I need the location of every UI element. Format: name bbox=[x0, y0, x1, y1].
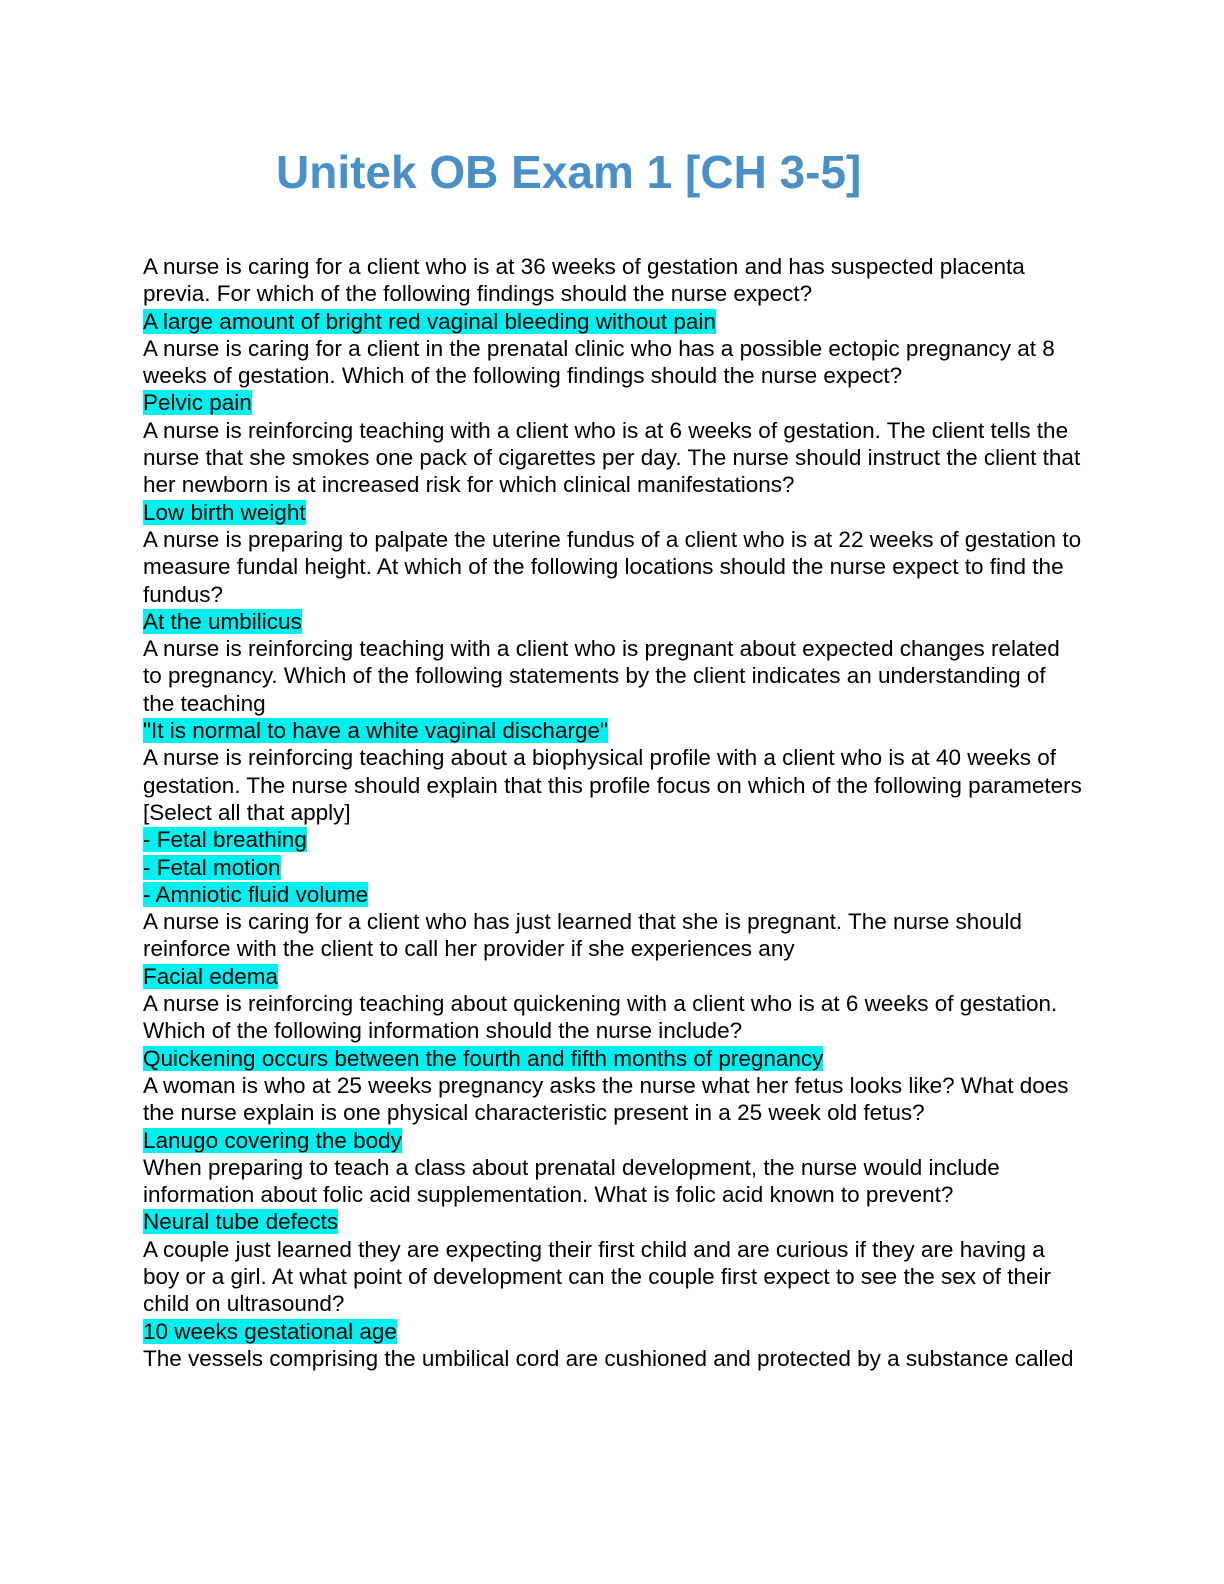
document-title: Unitek OB Exam 1 [CH 3-5] bbox=[276, 146, 862, 198]
qa-item bbox=[143, 990, 1083, 1072]
question-text: A nurse is reinforcing teaching with a client who is pregnant about expected changes related to pregnancy. Which of the following statements by the client indicates an understanding of the teaching bbox=[143, 636, 1060, 716]
answer-line bbox=[143, 389, 1083, 416]
qa-item bbox=[143, 1345, 1083, 1372]
qa-item bbox=[143, 526, 1083, 635]
highlighted-answer: At the umbilicus bbox=[143, 608, 302, 634]
question-text: A nurse is reinforcing teaching about quickening with a client who is at 6 weeks of gestation. Which of the following information should the nurse include? bbox=[143, 991, 1058, 1044]
highlighted-answer: A large amount of bright red vaginal bleeding without pain bbox=[143, 308, 716, 334]
question-list bbox=[143, 253, 1083, 1372]
question-text: A nurse is caring for a client in the prenatal clinic who has a possible ectopic pregnancy at 8 weeks of gestation. Which of the following findings should the nurse expect? bbox=[143, 335, 1055, 389]
answer-line bbox=[143, 963, 1083, 990]
answer-line bbox=[143, 308, 1083, 335]
answer-line bbox=[143, 717, 1083, 744]
highlighted-answer: 10 weeks gestational age bbox=[143, 1318, 397, 1344]
highlighted-answer: Quickening occurs between the fourth and fifth months of pregnancy bbox=[143, 1045, 824, 1071]
question-text: A nurse is caring for a client who is at 36 weeks of gestation and has suspected placenta previa. For which of the following findings should the nurse expect? bbox=[143, 254, 1025, 307]
answer-line bbox=[143, 608, 1083, 635]
qa-item bbox=[143, 635, 1083, 744]
question-text: A nurse is caring for a client who has just learned that she is pregnant. The nurse should reinforce with the client to call her provider if she experiences any bbox=[143, 909, 1022, 962]
qa-item bbox=[143, 1072, 1083, 1154]
highlighted-answer: Pelvic pain bbox=[143, 390, 252, 416]
qa-item bbox=[143, 335, 1083, 417]
answer-line bbox=[143, 854, 1083, 881]
qa-item bbox=[143, 253, 1083, 335]
answer-line bbox=[143, 499, 1083, 526]
answer-line bbox=[143, 1045, 1083, 1072]
highlighted-answer: Low birth weight bbox=[143, 499, 306, 525]
question-text: The vessels comprising the umbilical cord are cushioned and protected by a substance called bbox=[143, 1345, 1074, 1371]
question-text: A nurse is reinforcing teaching about a biophysical profile with a client who is at 40 weeks of gestation. The nurse should explain that this profile focus on which of the following parameters [Select all that apply] bbox=[143, 745, 1082, 825]
answer-line bbox=[143, 1127, 1083, 1154]
qa-item bbox=[143, 1154, 1083, 1236]
qa-item bbox=[143, 908, 1083, 990]
question-text: A woman is who at 25 weeks pregnancy asks the nurse what her fetus looks like? What does the nurse explain is one physical characteristic present in a 25 week old fetus? bbox=[143, 1072, 1069, 1126]
highlighted-answer: Neural tube defects bbox=[143, 1209, 339, 1235]
answer-line bbox=[143, 826, 1083, 853]
question-text: A nurse is reinforcing teaching with a client who is at 6 weeks of gestation. The client tells the nurse that she smokes one pack of cigarettes per day. The nurse should instruct the client that her newborn is at increased risk for which clinical manifestations? bbox=[143, 417, 1081, 498]
answer-line bbox=[143, 1318, 1083, 1345]
highlighted-answer: - Fetal motion bbox=[143, 854, 281, 880]
highlighted-answer: "It is normal to have a white vaginal discharge" bbox=[143, 718, 608, 744]
qa-item bbox=[143, 1236, 1083, 1345]
answer-line bbox=[143, 881, 1083, 908]
highlighted-answer: Facial edema bbox=[143, 963, 279, 989]
question-text: When preparing to teach a class about prenatal development, the nurse would include information about folic acid supplementation. What is folic acid known to prevent? bbox=[143, 1154, 1000, 1208]
question-text: A couple just learned they are expecting their first child and are curious if they are having a boy or a girl. At what point of development can the couple first expect to see the sex of their child on ultrasound? bbox=[143, 1236, 1052, 1317]
highlighted-answer: - Amniotic fluid volume bbox=[143, 881, 369, 907]
qa-item bbox=[143, 417, 1083, 526]
highlighted-answer: Lanugo covering the body bbox=[143, 1127, 402, 1153]
question-text: A nurse is preparing to palpate the uterine fundus of a client who is at 22 weeks of gestation to measure fundal height. At which of the following locations should the nurse expect to find the fundus? bbox=[143, 526, 1082, 607]
qa-item bbox=[143, 744, 1083, 908]
highlighted-answer: - Fetal breathing bbox=[143, 827, 307, 853]
answer-line bbox=[143, 1208, 1083, 1235]
